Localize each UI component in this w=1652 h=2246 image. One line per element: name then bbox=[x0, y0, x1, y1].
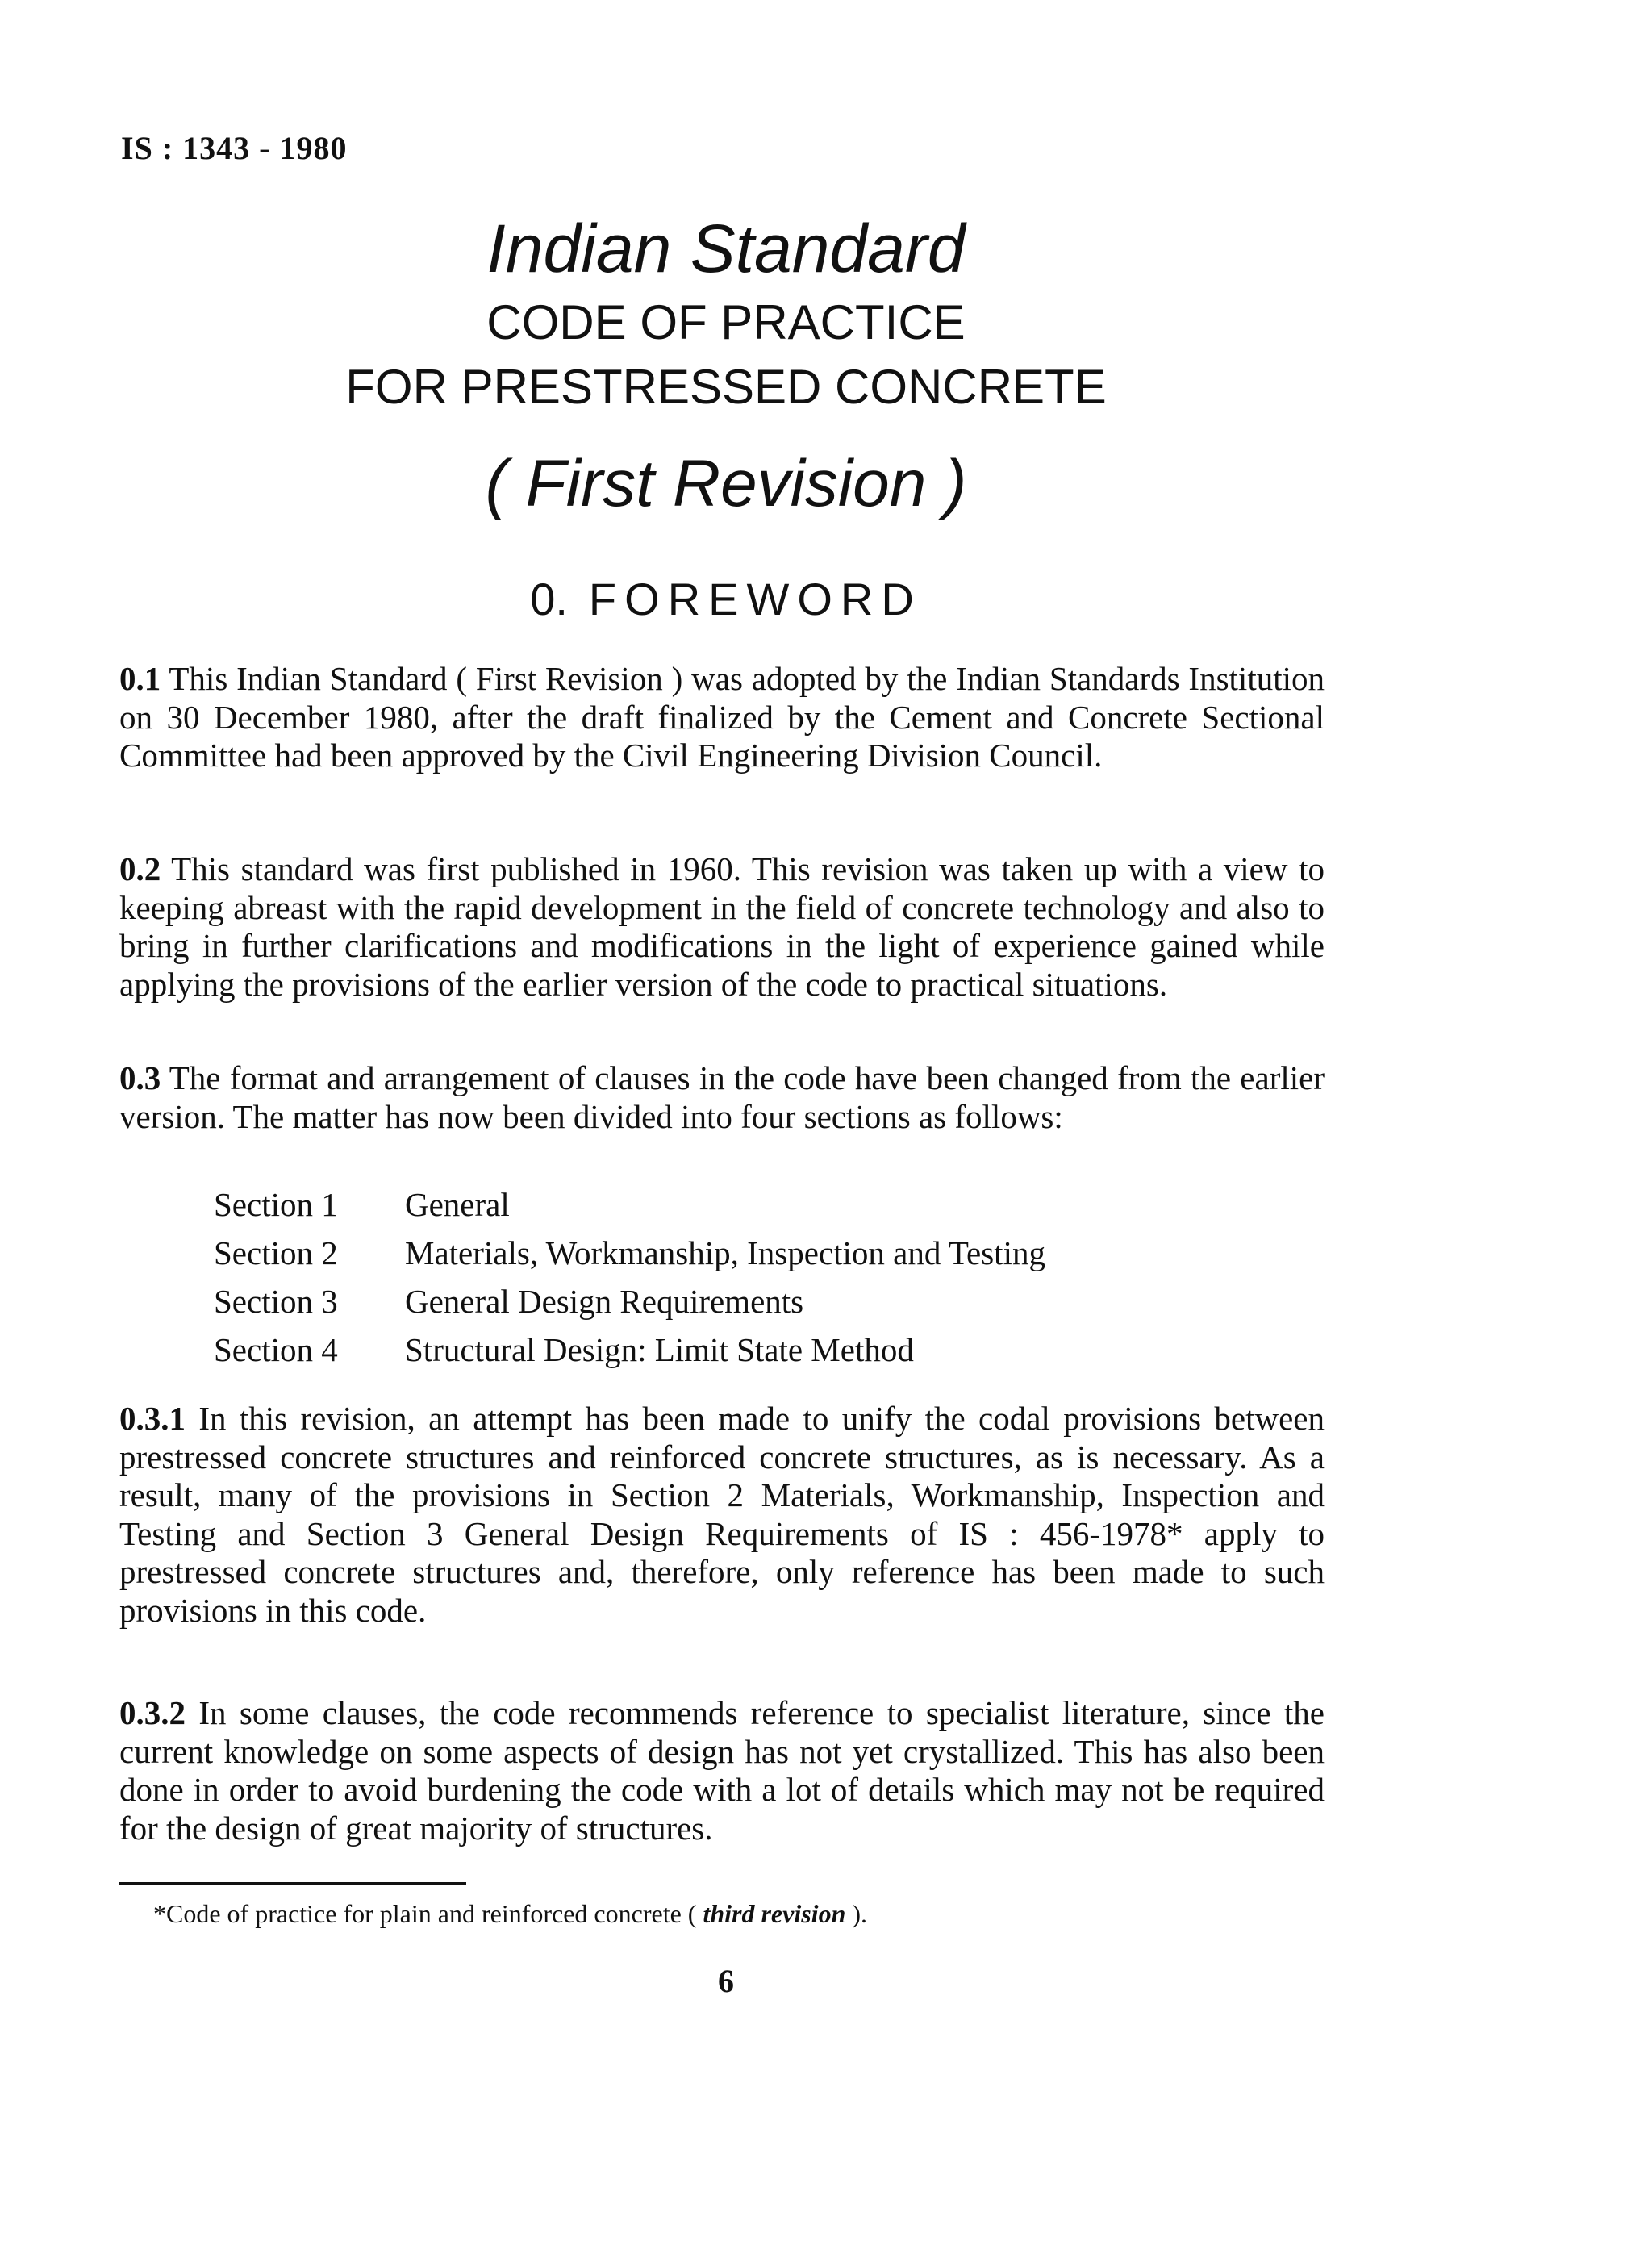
section-title: General Design Requirements bbox=[405, 1283, 804, 1320]
code-title-line-1: CODE OF PRACTICE bbox=[486, 295, 966, 349]
footnote-close: ). bbox=[852, 1899, 868, 1928]
section-title: Materials, Workmanship, Inspection and Testing bbox=[405, 1234, 1045, 1271]
clause-0-3-1 bbox=[119, 1400, 1325, 1630]
clause-text: In some clauses, the code recommends reference to specialist literature, since the current knowledge on some aspects of design has not yet crystallized. This has also been done in order to avoid burdening the code with a lot of details which may not be required for the design of great majority of structures. bbox=[119, 1694, 1325, 1847]
clause-number: 0.2 bbox=[119, 850, 161, 887]
clause-number: 0.3.2 bbox=[119, 1694, 186, 1731]
revision-label: ( First Revision ) bbox=[485, 447, 967, 520]
clause-0-2 bbox=[119, 850, 1325, 1004]
section-label: Section 2 bbox=[214, 1234, 338, 1271]
code-title-line-2: FOR PRESTRESSED CONCRETE bbox=[345, 360, 1107, 414]
foreword-heading bbox=[0, 571, 1452, 628]
section-label: Section 1 bbox=[214, 1186, 338, 1223]
clause-0-3-2 bbox=[119, 1694, 1325, 1847]
foreword-number: 0. bbox=[530, 574, 568, 624]
foreword-title: FOREWORD bbox=[588, 574, 922, 624]
clause-number: 0.3.1 bbox=[119, 1400, 186, 1437]
page-number: 6 bbox=[718, 1963, 734, 1999]
section-title: Structural Design: Limit State Method bbox=[405, 1331, 914, 1368]
clause-number: 0.1 bbox=[119, 660, 161, 697]
clause-text: This Indian Standard ( First Revision ) was adopted by the Indian Standards Institution on 30 December 1980, after the draft finalized by the Cement and Concrete Sectional Committee had been approved by the Civil Engineering Division Council. bbox=[119, 660, 1325, 774]
clause-text: The format and arrangement of clauses in the code have been changed from the earlier version. The matter has now been divided into four sections as follows: bbox=[119, 1059, 1325, 1135]
clause-text: This standard was first published in 1960. This revision was taken up with a view to keeping abreast with the rapid development in the field of concrete technology and also to bring in further clarifications and modifications in the light of experience gained while applying the provisions of the earlier version of the code to practical situations. bbox=[119, 850, 1325, 1003]
document-number: IS : 1343 - 1980 bbox=[121, 130, 348, 166]
footnote-italic: third revision bbox=[703, 1899, 846, 1928]
standard-title: Indian Standard bbox=[486, 211, 966, 286]
clause-0-1 bbox=[119, 660, 1325, 775]
footnote-divider bbox=[119, 1882, 466, 1885]
clause-0-3 bbox=[119, 1059, 1325, 1136]
clause-number: 0.3 bbox=[119, 1059, 161, 1096]
footnote bbox=[153, 1897, 867, 1930]
section-title: General bbox=[405, 1186, 510, 1223]
section-label: Section 4 bbox=[214, 1331, 338, 1368]
section-label: Section 3 bbox=[214, 1283, 338, 1320]
clause-text: In this revision, an attempt has been made to unify the codal provisions between prestressed concrete structures and reinforced concrete structures, as is necessary. As a result, many of the provisions in Section 2 Materials, Workmanship, Inspection and Testing and Section 3 General Design Requirements of IS : 456-1978* apply to prestressed concrete structures and, therefore, only reference has been made to such provisions in this code. bbox=[119, 1400, 1325, 1629]
footnote-text: *Code of practice for plain and reinforced concrete ( bbox=[153, 1899, 697, 1928]
